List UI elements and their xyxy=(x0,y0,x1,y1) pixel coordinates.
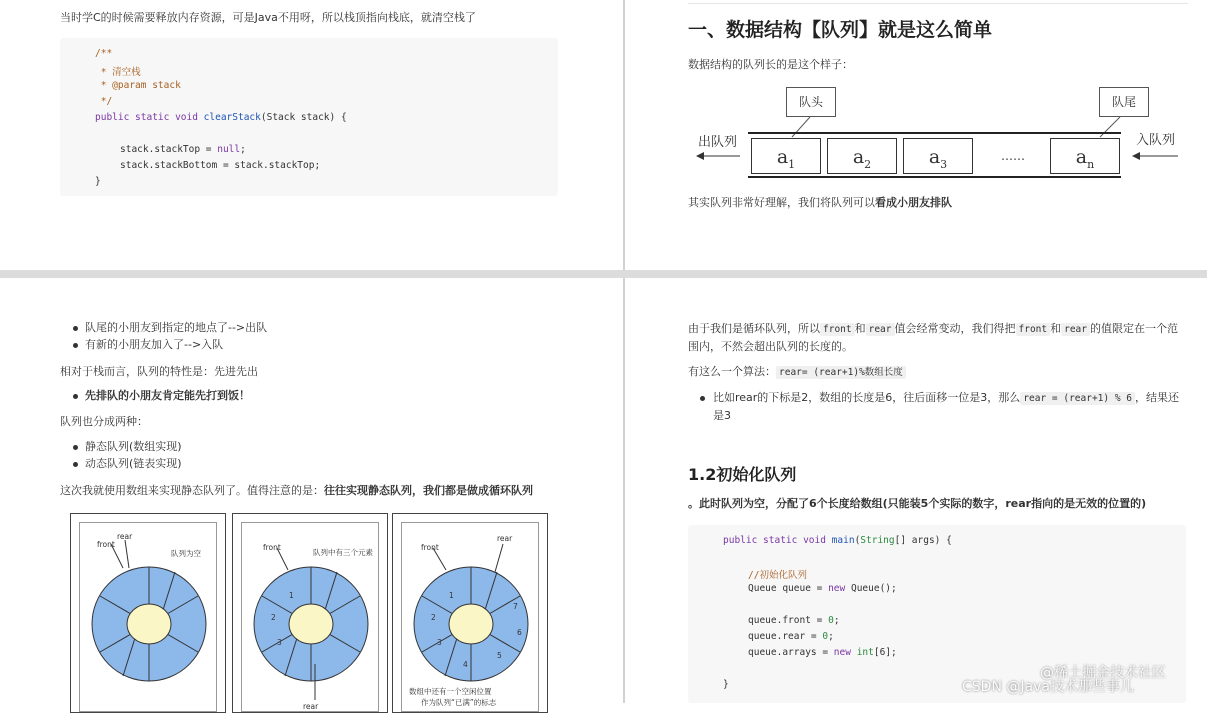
bullet-dot xyxy=(73,445,78,450)
bullet-dot xyxy=(73,462,78,467)
paragraph: 数据结构的队列长的是这个样子： xyxy=(688,58,853,71)
code-line: queue.front = 0; xyxy=(748,615,840,626)
page-top-right xyxy=(625,0,1207,270)
code-line: queue.rear = 0; xyxy=(748,631,834,642)
paragraph: 由于我们是循环队列，所以 front 和 rear 值会经常变动，我们得把 front 和 rear 的值限定在一个范 xyxy=(688,322,1178,335)
code-comment: */ xyxy=(95,96,113,107)
paragraph: 。此时队列为空，分配了6个长度给数组(只能装5个实际的数字，rear指向的是无效的位置的) xyxy=(688,497,1147,510)
front-pointer-label: front xyxy=(421,543,439,552)
intro-text: 当时学C的时候需要释放内存资源，可是Java不用呀，所以栈顶指向栈底，就清空栈了 xyxy=(60,11,476,24)
watermark-csdn: CSDN @Java技术那些事儿 xyxy=(962,679,1134,695)
section-heading: 1.2初始化队列 xyxy=(688,465,797,484)
ring-caption: 作为队列“已满”的标志 xyxy=(421,698,497,707)
code-comment: * @param stack xyxy=(95,80,181,91)
bullet-dot xyxy=(700,396,705,401)
list-item: 先排队的小朋友肯定能先打到饭！ xyxy=(85,389,250,402)
slot-index: 1 xyxy=(449,591,454,600)
watermark-juejin: @稀土掘金技术社区 xyxy=(1040,665,1166,681)
paragraph: 有这么一个算法： rear= (rear+1)%数组长度 xyxy=(688,364,906,381)
queue-cell: $a_3$ xyxy=(903,138,973,174)
slot-index: 5 xyxy=(497,651,502,660)
queue-diagram xyxy=(688,85,1198,185)
queue-ellipsis: …… xyxy=(978,138,1048,174)
ring-caption: 队列为空 xyxy=(171,549,201,558)
list-item: 比如rear的下标是2，数组的长度是6，往后面移一位是3，那么 rear = (rear+1) % 6 ，结果还 xyxy=(713,391,1179,404)
front-pointer-label: front xyxy=(97,540,115,549)
dequeue-label: 出队列 xyxy=(698,135,738,150)
slot-index: 4 xyxy=(463,660,468,669)
paragraph: 其实队列非常好理解，我们将队列可以看成小朋友排队 xyxy=(688,196,952,209)
code-line: queue.arrays = new int[6]; xyxy=(748,647,897,658)
page-separator-horizontal xyxy=(0,270,1207,278)
section-heading: 一、数据结构【队列】就是这么简单 xyxy=(688,19,993,41)
code-signature: public static void clearStack(Stack stack) { xyxy=(95,112,347,123)
circular-queue-full xyxy=(392,513,548,713)
slot-index: 7 xyxy=(513,602,518,611)
code-comment: //初始化队列 xyxy=(748,570,807,581)
code-block-clear-stack xyxy=(60,38,558,196)
slot-index: 1 xyxy=(289,591,294,600)
slot-index: 3 xyxy=(437,638,442,647)
paragraph: 队列也分成两种： xyxy=(60,415,148,428)
rear-pointer-label: rear xyxy=(117,532,133,541)
page-top-left xyxy=(0,0,623,270)
circular-queue-empty xyxy=(70,513,226,713)
queue-cell: $a_n$ xyxy=(1050,138,1120,174)
bullet-dot xyxy=(73,343,78,348)
paragraph: 相对于栈而言，队列的特性是：先进先出 xyxy=(60,365,258,378)
queue-cell: $a_2$ xyxy=(827,138,897,174)
page-separator-vertical xyxy=(623,0,625,703)
list-item: 是3 xyxy=(713,409,731,422)
rear-pointer-label: rear xyxy=(303,702,319,711)
queue-tail-label: 队尾 xyxy=(1099,87,1149,117)
bullet-dot xyxy=(73,394,78,399)
list-item: 动态队列(链表实现) xyxy=(85,457,182,470)
paragraph: 围内，不然会超出队列的长度的。 xyxy=(688,340,853,353)
ring-caption: 队列中有三个元素 xyxy=(313,548,373,557)
code-line: stack.stackTop = null; xyxy=(120,144,246,155)
code-line: stack.stackBottom = stack.stackTop; xyxy=(120,160,321,171)
slot-index: 2 xyxy=(431,613,436,622)
page-bottom-right xyxy=(625,278,1207,703)
code-comment: * 清空栈 xyxy=(95,67,141,78)
ring-caption: 数组中还有一个空闲位置 xyxy=(409,687,492,696)
slot-index: 6 xyxy=(517,628,522,637)
page-bottom-left xyxy=(0,278,623,711)
slot-index: 3 xyxy=(277,638,282,647)
queue-head-label: 队头 xyxy=(786,87,836,117)
front-pointer-label: front xyxy=(263,543,281,552)
circular-queue-three-elements xyxy=(232,513,388,713)
bullet-dot xyxy=(73,326,78,331)
paragraph: 这次我就使用数组来实现静态队列了。值得注意的是：往往实现静态队列，我们都是做成循环队列 xyxy=(60,484,533,497)
divider xyxy=(688,3,1188,4)
code-comment: /** xyxy=(95,48,113,59)
slot-index: 2 xyxy=(271,613,276,622)
list-item: 队尾的小朋友到指定的地点了-->出队 xyxy=(85,321,268,334)
code-line: } xyxy=(723,679,729,690)
code-signature: public static void main(String[] args) { xyxy=(723,535,952,546)
enqueue-label: 入队列 xyxy=(1136,133,1176,148)
list-item: 静态队列(数组实现) xyxy=(85,440,182,453)
code-line: } xyxy=(95,176,101,187)
list-item: 有新的小朋友加入了-->入队 xyxy=(85,338,224,351)
queue-cell: $a_1$ xyxy=(751,138,821,174)
rear-pointer-label: rear xyxy=(497,534,513,543)
code-line: Queue queue = new Queue(); xyxy=(748,583,897,594)
